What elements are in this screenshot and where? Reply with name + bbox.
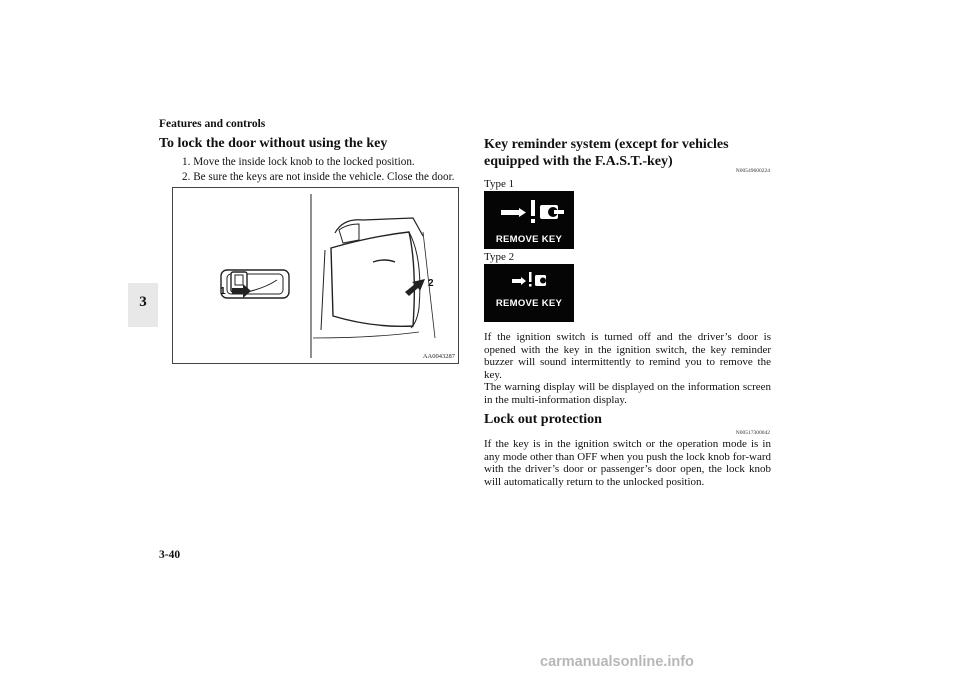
- type1-panel-text: REMOVE KEY: [495, 234, 563, 245]
- step-1: 1. Move the inside lock knob to the locked position.: [182, 156, 415, 168]
- lock-steps-list: [182, 155, 454, 184]
- type2-warning-panel: [484, 264, 574, 322]
- body-line: [313, 332, 419, 338]
- section-header: Features and controls: [159, 118, 266, 130]
- handle-curve: [247, 280, 277, 292]
- step-2: 2. Be sure the keys are not inside the vehicle. Close the door.: [182, 170, 455, 183]
- key-reminder-para2: The warning display will be displayed on the information screen in the multi-information display.: [484, 381, 771, 406]
- lock-out-code: N00517300042: [735, 430, 770, 436]
- lock-out-description: If the key is in the ignition switch or the operation mode is in any mode other than OFF when you push the lock knob for-ward with the driver’s door or passenger’s door open, the lock knob will automatically return to the unlocked position.: [484, 438, 771, 488]
- key-reminder-description: [484, 331, 771, 406]
- lock-without-key-title: To lock the door without using the key: [159, 136, 388, 151]
- callout-label-2: 2: [428, 278, 434, 289]
- body-pillar: [321, 250, 325, 330]
- key-warning-icon: [484, 264, 574, 298]
- figure-code: AA0043287: [422, 353, 455, 360]
- lock-out-protection-title: Lock out protection: [484, 412, 602, 427]
- car-door: [331, 232, 414, 326]
- type2-label: Type 2: [484, 251, 515, 263]
- key-reminder-title-line2: equipped with the F.A.S.T.-key): [484, 154, 673, 169]
- page-number: 3-40: [159, 549, 181, 561]
- watermark: carmanualsonline.info: [540, 654, 694, 670]
- chapter-number: 3: [139, 294, 147, 310]
- key-warning-icon: [484, 191, 574, 233]
- type1-warning-panel: [484, 191, 574, 249]
- key-reminder-code: N00549600224: [735, 168, 770, 174]
- door-lock-drawing: [173, 188, 458, 363]
- key-reminder-para1: If the ignition switch is turned off and the driver’s door is opened with the key in the ignition switch, the key reminder buzzer will sound intermittently to remind you to remove the key.: [484, 331, 771, 381]
- door-lock-illustration: [172, 187, 459, 364]
- key-reminder-title-line1: Key reminder system (except for vehicles: [484, 137, 729, 152]
- outside-door-handle: [373, 260, 395, 262]
- type1-label: Type 1: [484, 178, 515, 190]
- type2-panel-text: REMOVE KEY: [495, 298, 563, 309]
- side-mirror: [339, 224, 359, 243]
- key-reminder-title: [484, 136, 784, 170]
- callout-label-1: 1: [220, 286, 226, 297]
